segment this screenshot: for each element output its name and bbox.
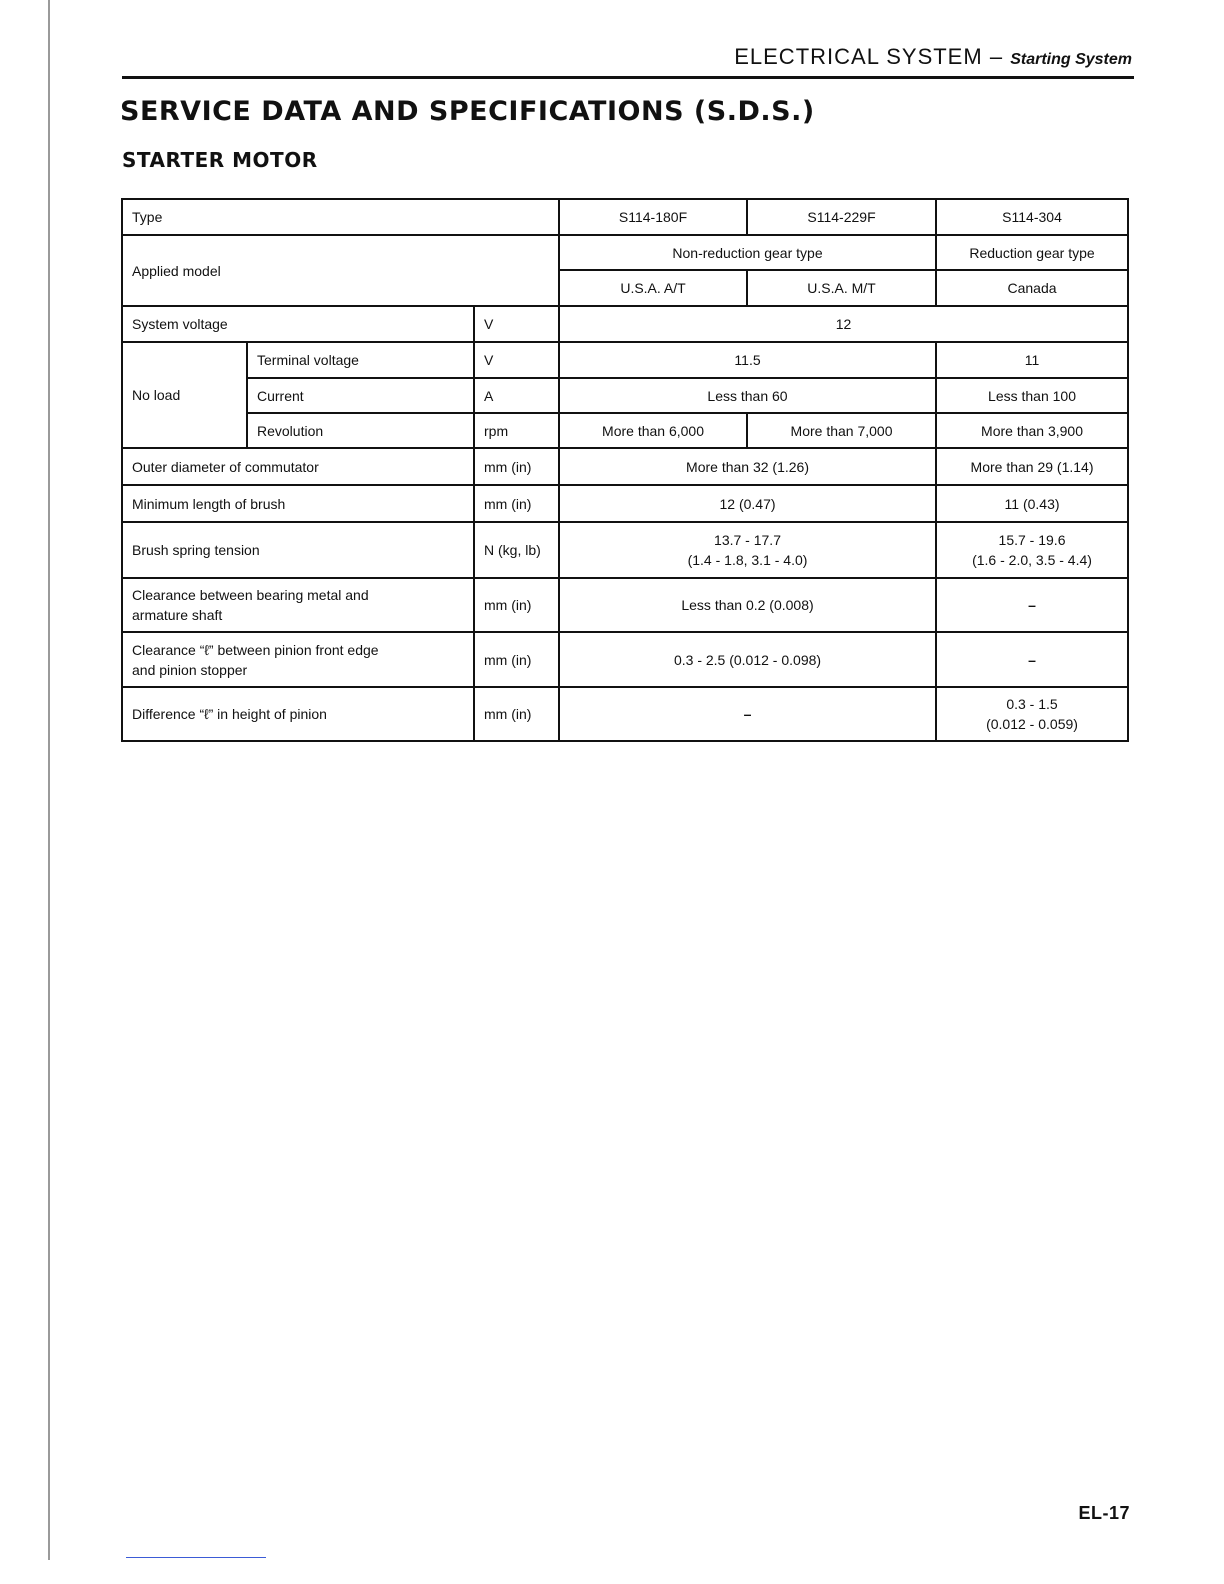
current-reduction: Less than 100 [936, 378, 1128, 413]
pinion-height-r-mm: 0.3 - 1.5 [1006, 696, 1058, 712]
terminal-voltage-reduction: 11 [936, 342, 1128, 378]
brush-spring-unit: N (kg, lb) [474, 522, 559, 578]
type-label: Type [122, 199, 559, 235]
table-row [122, 306, 1128, 342]
bearing-clearance-label [122, 578, 474, 632]
pinion-clearance-reduction: – [936, 632, 1128, 687]
header-title: ELECTRICAL SYSTEM [734, 44, 983, 69]
type-s114-180f: S114-180F [559, 199, 747, 235]
table-row [122, 687, 1128, 741]
table-row [122, 485, 1128, 522]
brush-spring-r-kg-lb: (1.6 - 2.0, 3.5 - 4.4) [972, 552, 1092, 568]
brush-spring-r-newton: 15.7 - 19.6 [998, 532, 1066, 548]
revolution-s114-229f: More than 7,000 [747, 413, 936, 448]
system-voltage-value: 12 [559, 306, 1128, 342]
starter-motor-spec-table [121, 198, 1129, 742]
pinion-height-label: Difference “ℓ” in height of pinion [122, 687, 474, 741]
no-load-label: No load [122, 342, 247, 448]
type-s114-229f: S114-229F [747, 199, 936, 235]
system-voltage-unit: V [474, 306, 559, 342]
revolution-label: Revolution [247, 413, 474, 448]
market-usa-mt: U.S.A. M/T [747, 270, 936, 306]
brush-spring-nr-kg-lb: (1.4 - 1.8, 3.1 - 4.0) [687, 552, 808, 568]
brush-length-non-reduction: 12 (0.47) [559, 485, 936, 522]
system-voltage-label: System voltage [122, 306, 474, 342]
terminal-voltage-unit: V [474, 342, 559, 378]
reduction-gear-type: Reduction gear type [936, 235, 1128, 270]
revolution-reduction: More than 3,900 [936, 413, 1128, 448]
bearing-clearance-reduction: – [936, 578, 1128, 632]
bearing-clearance-unit: mm (in) [474, 578, 559, 632]
commutator-label: Outer diameter of commutator [122, 448, 474, 485]
pinion-clearance-label [122, 632, 474, 687]
commutator-unit: mm (in) [474, 448, 559, 485]
header-rule [122, 76, 1134, 79]
running-header [734, 44, 1132, 70]
market-usa-at: U.S.A. A/T [559, 270, 747, 306]
current-non-reduction: Less than 60 [559, 378, 936, 413]
pinion-clearance-label-line-1: Clearance “ℓ” between pinion front edge [132, 641, 379, 658]
bearing-clearance-label-line-1: Clearance between bearing metal and [132, 587, 369, 603]
header-separator: – [989, 44, 1004, 69]
commutator-reduction: More than 29 (1.14) [936, 448, 1128, 485]
current-unit: A [474, 378, 559, 413]
table-row [122, 235, 1128, 270]
brush-spring-reduction [936, 522, 1128, 578]
revolution-unit: rpm [474, 413, 559, 448]
terminal-voltage-non-reduction: 11.5 [559, 342, 936, 378]
market-canada: Canada [936, 270, 1128, 306]
applied-model-label: Applied model [122, 235, 559, 306]
revolution-s114-180f: More than 6,000 [559, 413, 747, 448]
pinion-clearance-label-line-2: and pinion stopper [132, 661, 248, 678]
bearing-clearance-label-line-2: armature shaft [132, 607, 223, 623]
pinion-height-reduction [936, 687, 1128, 741]
binding-margin-line [48, 0, 50, 1560]
bearing-clearance-non-reduction: Less than 0.2 (0.008) [559, 578, 936, 632]
brush-length-unit: mm (in) [474, 485, 559, 522]
pinion-height-unit: mm (in) [474, 687, 559, 741]
table-row [122, 522, 1128, 578]
page-title: SERVICE DATA AND SPECIFICATIONS (S.D.S.) [120, 96, 815, 127]
type-s114-304: S114-304 [936, 199, 1128, 235]
brush-length-reduction: 11 (0.43) [936, 485, 1128, 522]
brush-length-label: Minimum length of brush [122, 485, 474, 522]
brush-spring-non-reduction [559, 522, 936, 578]
section-title: STARTER MOTOR [122, 148, 318, 172]
pinion-height-non-reduction: – [559, 687, 936, 741]
table-row [122, 448, 1128, 485]
pinion-height-r-in: (0.012 - 0.059) [986, 716, 1078, 732]
table-row [122, 578, 1128, 632]
table-row [122, 632, 1128, 687]
terminal-voltage-label: Terminal voltage [247, 342, 474, 378]
brush-spring-label: Brush spring tension [122, 522, 474, 578]
table-row [122, 413, 1128, 448]
brush-spring-nr-newton: 13.7 - 17.7 [714, 532, 781, 548]
table-row [122, 199, 1128, 235]
page-number: EL-17 [1078, 1503, 1130, 1523]
non-reduction-gear-type: Non-reduction gear type [559, 235, 936, 270]
header-subtitle: Starting System [1010, 51, 1132, 68]
current-label: Current [247, 378, 474, 413]
table-row [122, 378, 1128, 413]
pinion-clearance-unit: mm (in) [474, 632, 559, 687]
pinion-clearance-non-reduction: 0.3 - 2.5 (0.012 - 0.098) [559, 632, 936, 687]
footer-rule [126, 1557, 266, 1558]
table-row [122, 342, 1128, 378]
commutator-non-reduction: More than 32 (1.26) [559, 448, 936, 485]
